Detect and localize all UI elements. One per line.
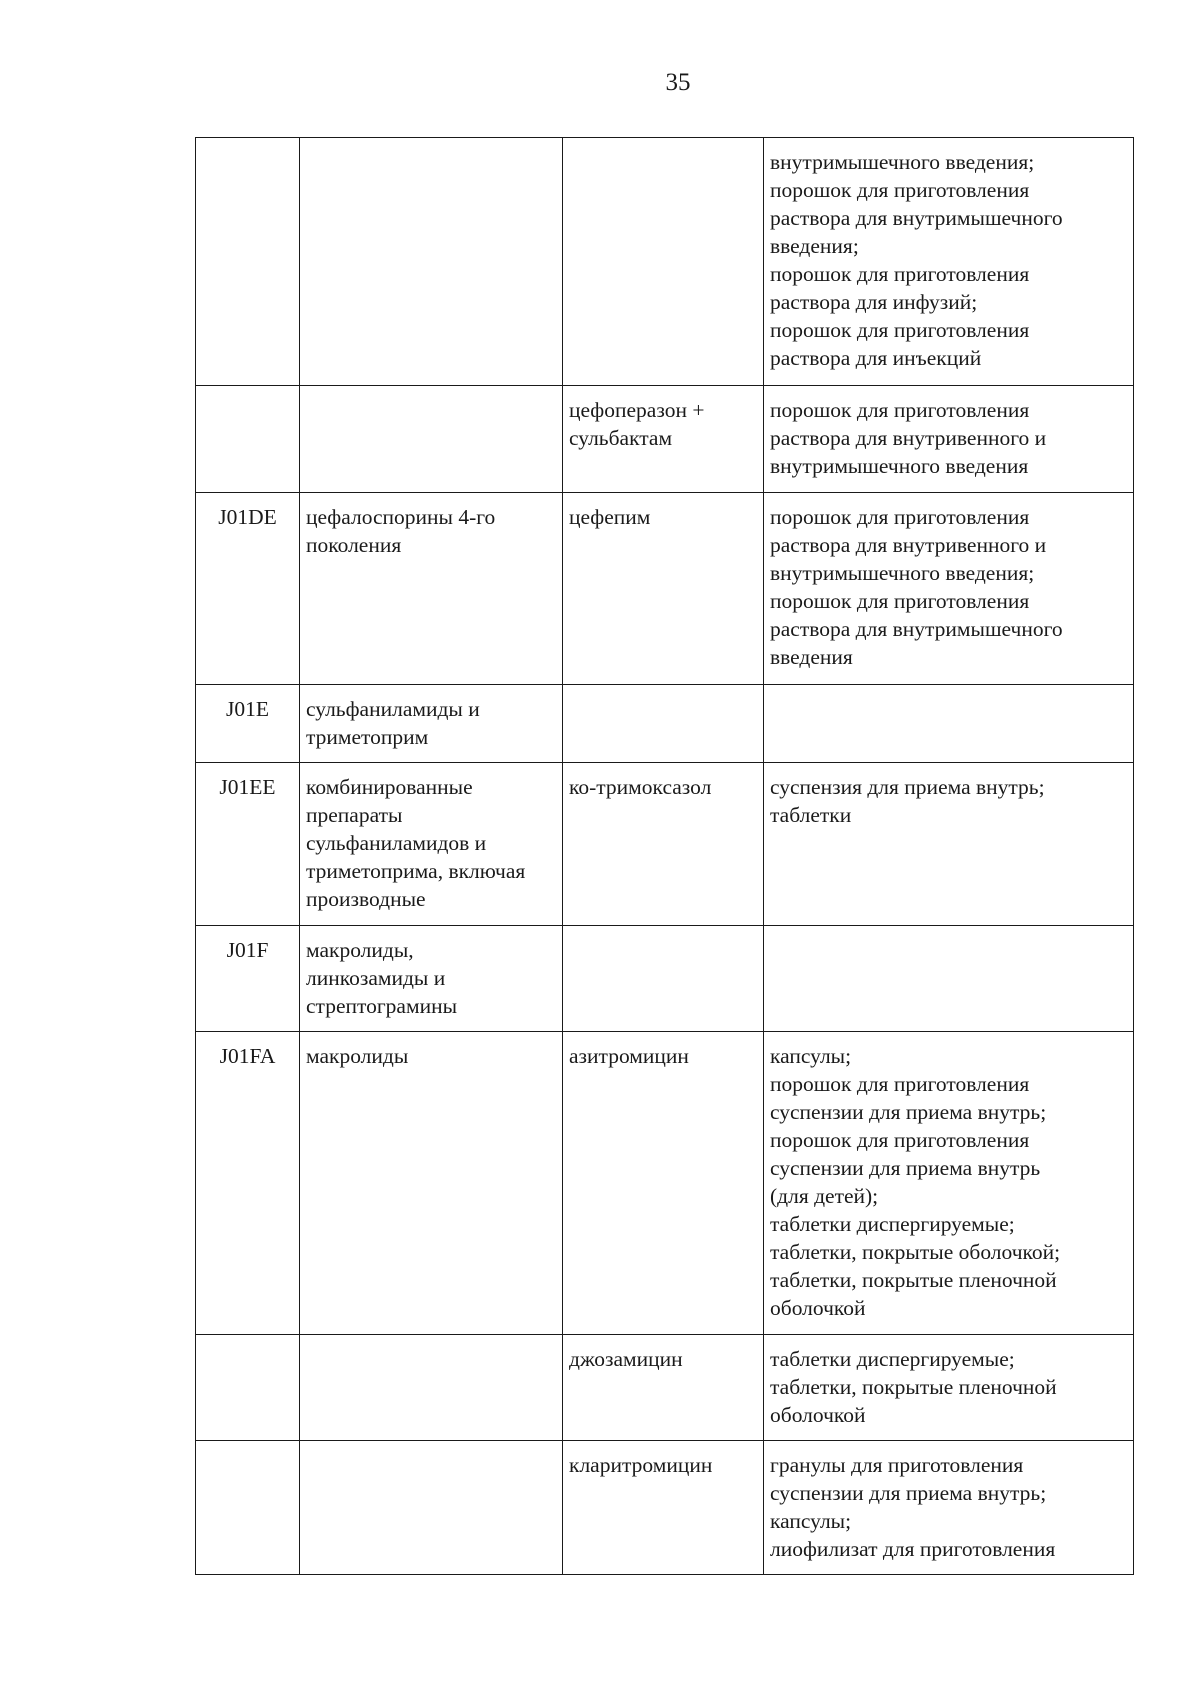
table-row [196, 493, 1134, 685]
table-row [196, 926, 1134, 1032]
group-cell: макролиды [300, 1032, 563, 1335]
group-cell [300, 386, 563, 493]
atc-code-cell: J01DE [196, 493, 300, 685]
atc-code-cell: J01F [196, 926, 300, 1032]
drug-cell [563, 685, 764, 763]
table-row [196, 763, 1134, 926]
table-row [196, 138, 1134, 386]
dosage-forms-cell: внутримышечного введения; порошок для приготовления раствора для внутримышечного введения; порошок для приготовления раствора для инфузий; порошок для приготовления раствора для инъекций [764, 138, 1134, 386]
table-row [196, 685, 1134, 763]
dosage-forms-cell: капсулы; порошок для приготовления суспензии для приема внутрь; порошок для приготовления суспензии для приема внутрь (для детей); таблетки диспергируемые; таблетки, покрытые оболочкой; таблетки, покрытые пленочной оболочкой [764, 1032, 1134, 1335]
dosage-forms-cell: порошок для приготовления раствора для внутривенного и внутримышечного введения [764, 386, 1134, 493]
drug-table [195, 137, 1134, 1575]
group-cell: цефалоспорины 4-го поколения [300, 493, 563, 685]
table-row [196, 386, 1134, 493]
atc-code-cell [196, 386, 300, 493]
group-cell [300, 1335, 563, 1441]
atc-code-cell: J01E [196, 685, 300, 763]
page-number: 35 [665, 69, 691, 96]
group-cell: макролиды, линкозамиды и стрептограмины [300, 926, 563, 1032]
dosage-forms-cell [764, 685, 1134, 763]
drug-cell: кларитромицин [563, 1441, 764, 1575]
atc-code-cell [196, 138, 300, 386]
dosage-forms-cell: гранулы для приготовления суспензии для приема внутрь; капсулы; лиофилизат для приготовления [764, 1441, 1134, 1575]
atc-code-cell: J01EE [196, 763, 300, 926]
group-cell: сульфаниламиды и триметоприм [300, 685, 563, 763]
dosage-forms-cell [764, 926, 1134, 1032]
table-row [196, 1441, 1134, 1575]
drug-cell: джозамицин [563, 1335, 764, 1441]
atc-code-cell [196, 1335, 300, 1441]
drug-cell: ко-тримоксазол [563, 763, 764, 926]
dosage-forms-cell: суспензия для приема внутрь; таблетки [764, 763, 1134, 926]
table-row [196, 1335, 1134, 1441]
drug-cell: азитромицин [563, 1032, 764, 1335]
atc-code-cell: J01FA [196, 1032, 300, 1335]
group-cell [300, 138, 563, 386]
table-row [196, 1032, 1134, 1335]
group-cell: комбинированные препараты сульфаниламидов и триметоприма, включая производные [300, 763, 563, 926]
atc-code-cell [196, 1441, 300, 1575]
dosage-forms-cell: таблетки диспергируемые; таблетки, покрытые пленочной оболочкой [764, 1335, 1134, 1441]
drug-cell: цефепим [563, 493, 764, 685]
dosage-forms-cell: порошок для приготовления раствора для внутривенного и внутримышечного введения; порошок для приготовления раствора для внутримышечного введения [764, 493, 1134, 685]
group-cell [300, 1441, 563, 1575]
drug-cell [563, 138, 764, 386]
drug-cell: цефоперазон + сульбактам [563, 386, 764, 493]
drug-cell [563, 926, 764, 1032]
